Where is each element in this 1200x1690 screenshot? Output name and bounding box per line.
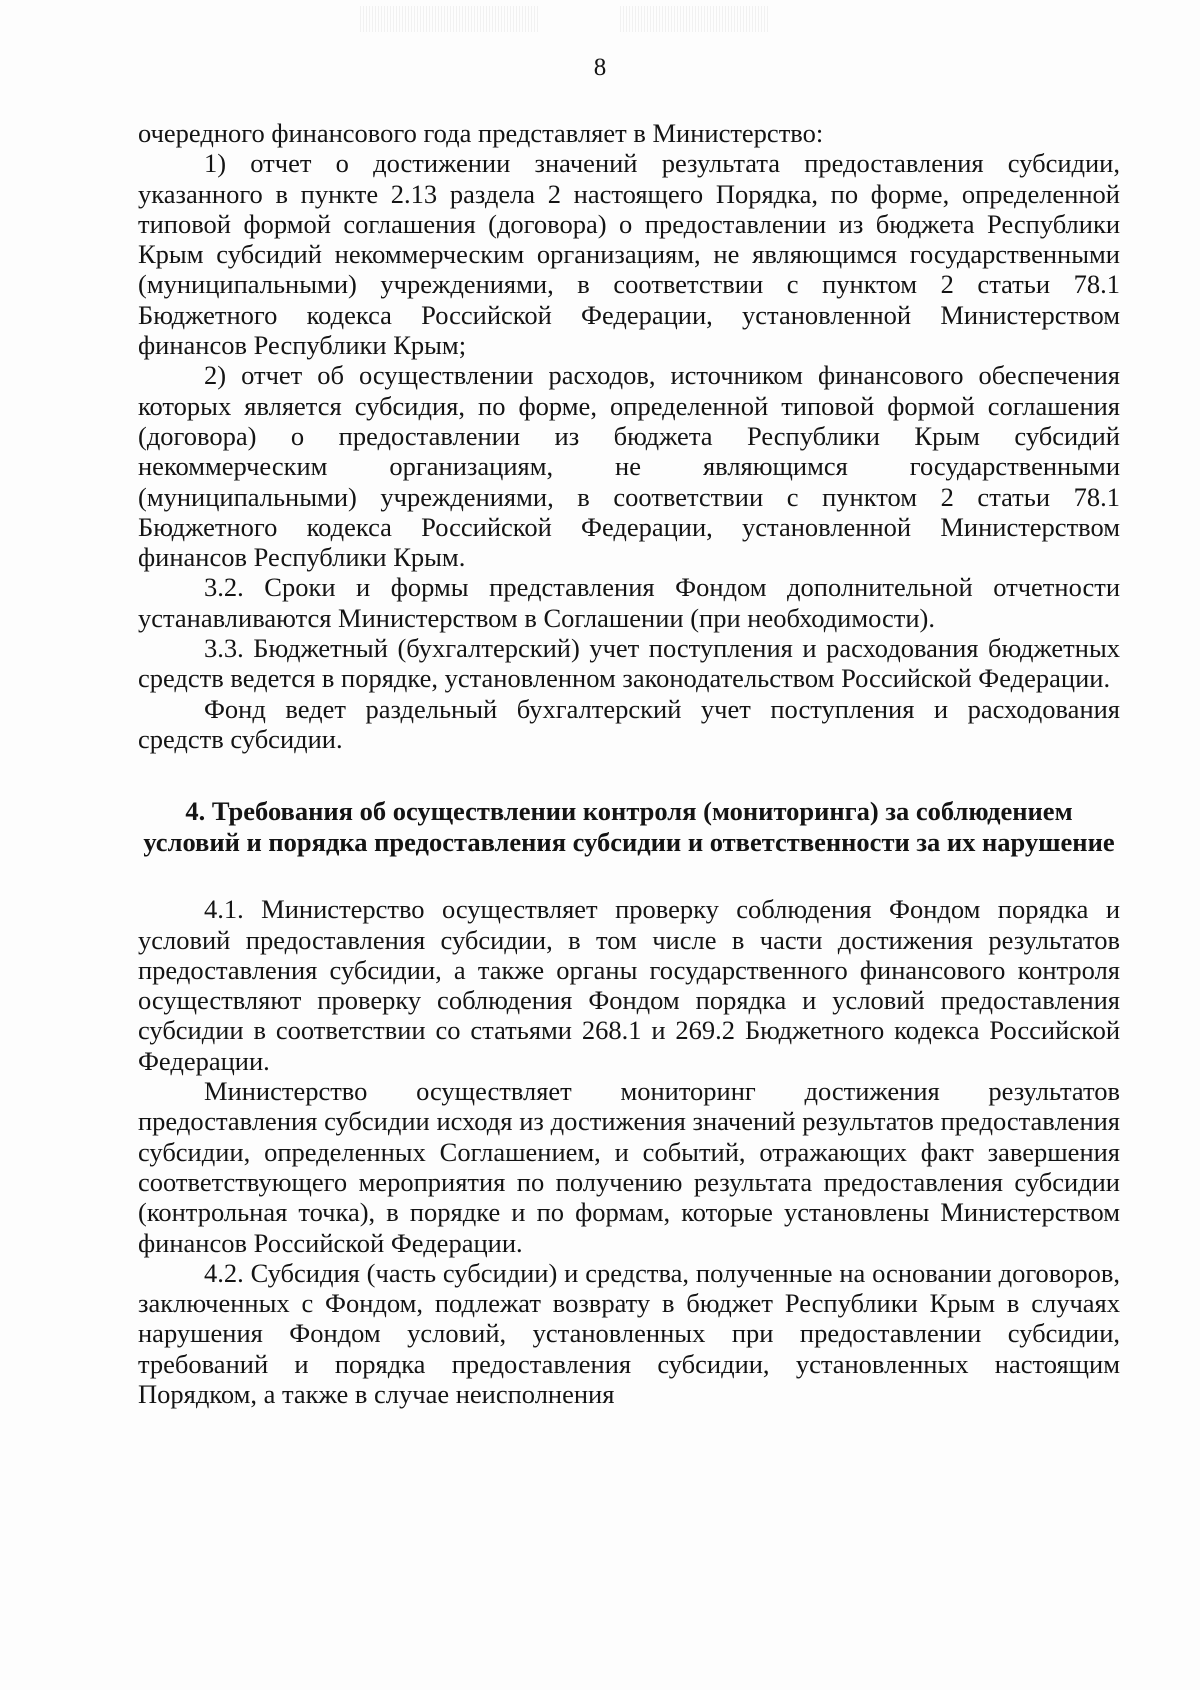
paragraph: Фонд ведет раздельный бухгалтерский учет поступления и расходования средств субсидии. — [138, 693, 1120, 754]
document-body — [138, 118, 1120, 1409]
paragraph: очередного финансового года представляет в Министерство: — [138, 118, 824, 148]
page-number: 8 — [593, 54, 607, 81]
paragraph: 1) отчет о достижении значений результата предоставления субсидии, указанного в пункте 2.13 раздела 2 настоящего Порядка, по форме, определенной типовой формой соглашения (договора) о предоставлении из бюджета Республики Крым субсидий некоммерческим организациям, не являющимся государственными (муниципальными) учреждениями, в соответствии с пунктом 2 статьи 78.1 Бюджетного кодекса Российской Федерации, установленной Министерством финансов Республики Крым; — [138, 148, 1120, 361]
paragraph: 3.3. Бюджетный (бухгалтерский) учет поступления и расходования бюджетных средств ведется в порядке, установленном законодательством Российской Федерации. — [138, 633, 1120, 694]
paragraph: 4.2. Субсидия (часть субсидии) и средства, полученные на основании договоров, заключенных с Фондом, подлежат возврату в бюджет Республики Крым в случаях нарушения Фондом условий, установленных при предоставлении субсидии, требований и порядка предоставления субсидии, установленных настоящим Порядком, а также в случае неисполнения — [138, 1257, 1120, 1409]
paragraph: 3.2. Сроки и формы представления Фондом дополнительной отчетности устанавливаются Министерством в Соглашении (при необходимости). — [138, 572, 1120, 633]
paragraph: 2) отчет об осуществлении расходов, источником финансового обеспечения которых является субсидия, по форме, определенной типовой формой соглашения (договора) о предоставлении из бюджета Республики Крым субсидий некоммерческим организациям, не являющимся государственными (муниципальными) учреждениями, в соответствии с пунктом 2 статьи 78.1 Бюджетного кодекса Российской Федерации, установленной Министерством финансов Республики Крым. — [138, 360, 1120, 573]
section-heading: 4. Требования об осуществлении контроля (мониторинга) за соблюдением условий и порядка предоставления субсидии и ответственности за их нарушение — [143, 796, 1115, 858]
scan-noise — [360, 6, 540, 32]
scan-noise — [620, 6, 770, 32]
paragraph: Министерство осуществляет мониторинг достижения результатов предоставления субсидии исходя из достижения значений результатов предоставления субсидии, определенных Соглашением, и событий, отражающих факт завершения соответствующего мероприятия по получению результата предоставления субсидии (контрольная точка), в порядке и по формам, которые установлены Министерством финансов Российской Федерации. — [138, 1076, 1120, 1258]
paragraph: 4.1. Министерство осуществляет проверку соблюдения Фондом порядка и условий предоставления субсидии, в том числе в части достижения результатов предоставления субсидии, а также органы государственного финансового контроля осуществляют проверку соблюдения Фондом порядка и условий предоставления субсидии в соответствии со статьями 268.1 и 269.2 Бюджетного кодекса Российской Федерации. — [138, 894, 1120, 1076]
